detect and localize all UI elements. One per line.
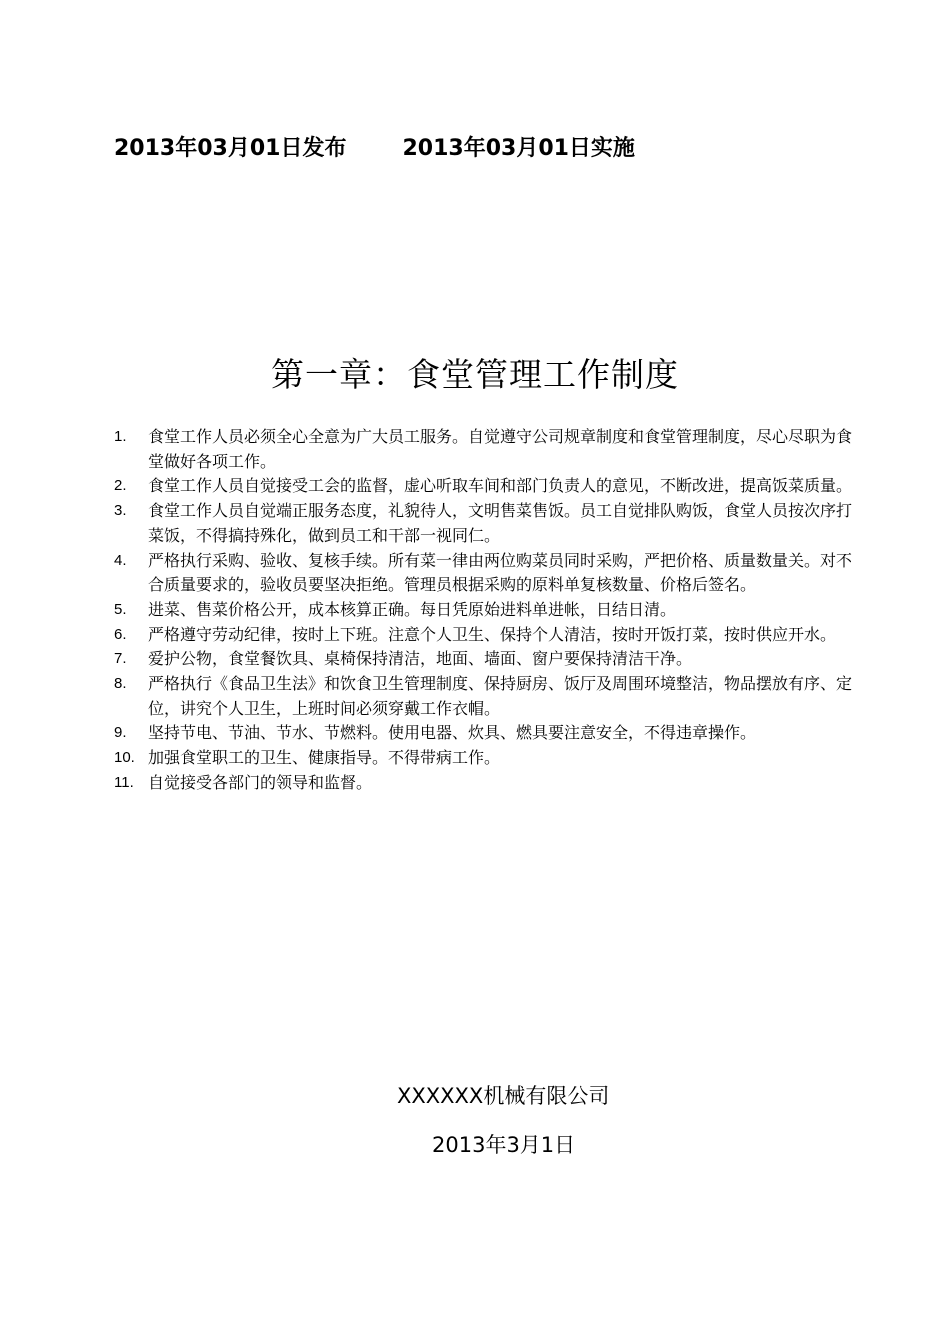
list-item [114, 598, 854, 623]
document-dates [114, 134, 635, 164]
list-item-number: 1. [114, 428, 127, 445]
list-item-text: 食堂工作人员自觉接受工会的监督，虚心听取车间和部门负责人的意见，不断改进，提高饭菜质量。 [148, 476, 853, 496]
list-item-number: 2. [114, 477, 127, 495]
list-item-text: 爱护公物，食堂餐饮具、桌椅保持清洁，地面、墙面、窗户要保持清洁干净。 [148, 649, 693, 669]
rules-list [114, 425, 854, 796]
list-item [114, 721, 854, 746]
signature-date: 2013年3月1日 [432, 1133, 576, 1157]
list-item [114, 771, 854, 796]
list-item-number: 4. [114, 551, 127, 569]
list-item-number: 5. [114, 600, 127, 618]
list-item [114, 746, 854, 771]
list-item [114, 499, 854, 548]
list-item [114, 549, 854, 598]
list-item-text: 加强食堂职工的卫生、健康指导。不得带病工作。 [148, 748, 501, 768]
list-item-text: 严格遵守劳动纪律，按时上下班。注意个人卫生、保持个人清洁，按时开饭打菜，按时供应开水。 [148, 624, 837, 644]
list-item-number: 7. [114, 650, 127, 668]
list-item-number: 9. [114, 724, 127, 742]
list-item [114, 623, 854, 648]
list-item-number: 11. [114, 773, 134, 791]
list-item-text: 自觉接受各部门的领导和监督。 [148, 772, 373, 792]
effective-date: 2013年03月01日实施 [402, 136, 635, 161]
company-signature: XXXXXX机械有限公司 [397, 1084, 610, 1108]
list-item-number: 3. [114, 502, 127, 520]
list-item-text: 严格执行《食品卫生法》和饮食卫生管理制度、保持厨房、饭厅及周围环境整洁，物品摆放有序、定位，讲究个人卫生，上班时间必须穿戴工作衣帽。 [148, 674, 853, 718]
list-item [114, 474, 854, 499]
list-item-text: 严格执行采购、验收、复核手续。所有菜一律由两位购菜员同时采购，严把价格、质量数量关。对不合质量要求的，验收员要坚决拒绝。管理员根据采购的原料单复核数量、价格后签名。 [148, 550, 853, 595]
list-item-number: 10. [114, 749, 135, 767]
list-item-text: 进菜、售菜价格公开，成本核算正确。每日凭原始进料单进帐，日结日清。 [148, 599, 677, 619]
list-item [114, 672, 854, 721]
chapter-title: 第一章：食堂管理工作制度 [271, 355, 679, 394]
list-item-text: 食堂工作人员必须全心全意为广大员工服务。自觉遵守公司规章制度和食堂管理制度，尽心尽职为食堂做好各项工作。 [148, 427, 853, 471]
publish-date: 2013年03月01日发布 [114, 136, 347, 161]
list-item-number: 8. [114, 675, 127, 693]
list-item-text: 坚持节电、节油、节水、节燃料。使用电器、炊具、燃具要注意安全，不得违章操作。 [148, 723, 757, 743]
list-item-text: 食堂工作人员自觉端正服务态度，礼貌待人，文明售菜售饭。员工自觉排队购饭，食堂人员按次序打菜饭，不得搞持殊化，做到员工和干部一视同仁。 [148, 501, 853, 545]
list-item-number: 6. [114, 625, 127, 643]
list-item [114, 647, 854, 672]
list-item [114, 425, 854, 474]
